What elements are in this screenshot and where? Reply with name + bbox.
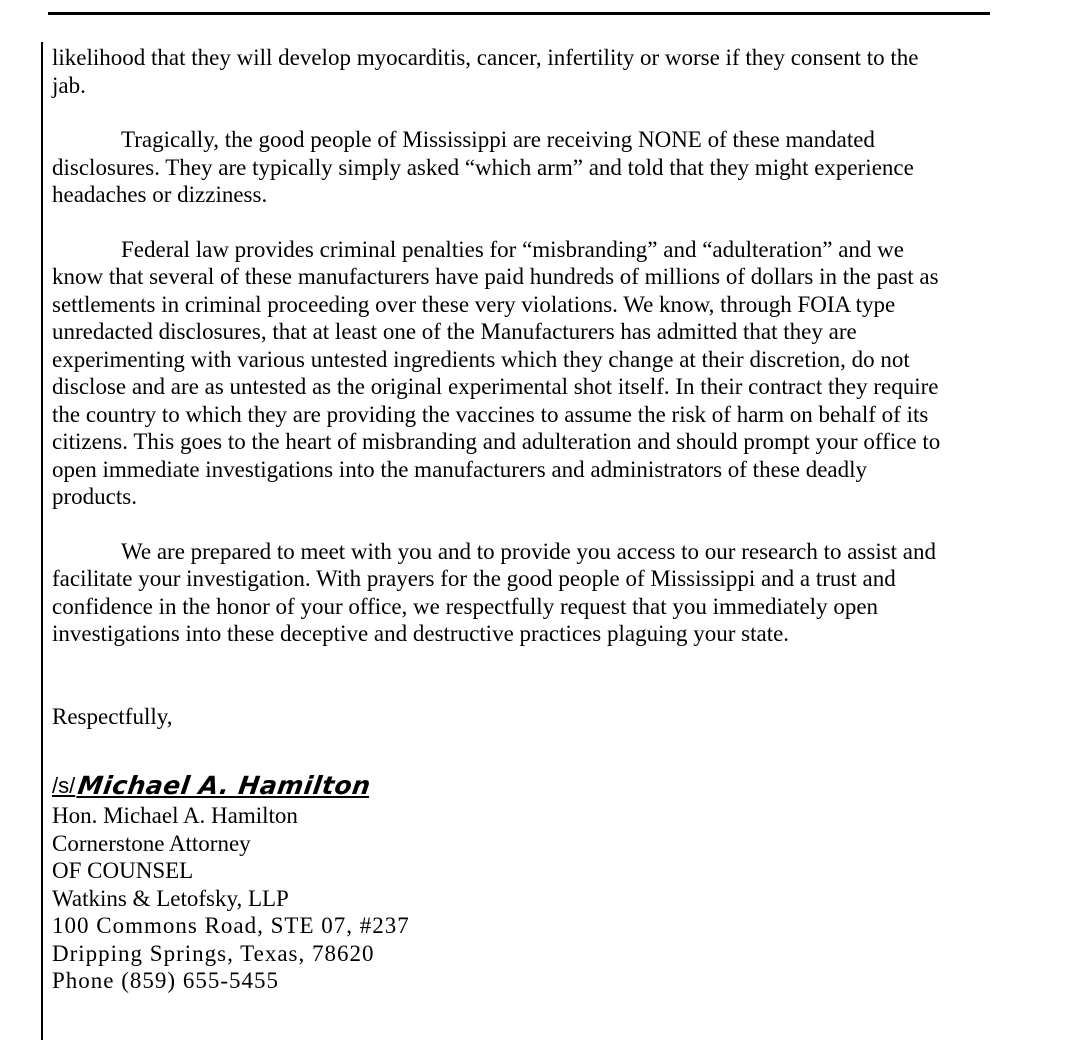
signer-title: Cornerstone Attorney	[52, 830, 251, 856]
signature	[52, 767, 992, 799]
paragraph-3: Federal law provides criminal penalties for “misbranding” and “adulteration” and we know that several of these manufacturers have paid hundreds of millions of dollars in the past as settlements in criminal proceeding over these very violations. We know, through FOIA type unredacted disclosures, that at least one of the Manufacturers has admitted that they are experimenting with various untested ingredients which they change at their discretion, do not disclose and are as untested as the original experimental shot itself. In their contract they require the country to which they are providing the vaccines to assume the risk of harm on behalf of its citizens. This goes to the heart of misbranding and adulteration and should prompt your office to open immediate investigations into the manufacturers and administrators of these deadly products.	[52, 236, 941, 509]
signer-address-line1: 100 Commons Road, STE 07, #237	[52, 913, 410, 938]
signer-address-line2: Dripping Springs, Texas, 78620	[52, 940, 375, 966]
left-margin-rule	[41, 42, 43, 1040]
signature-name: Michael A. Hamilton	[76, 770, 373, 800]
letter-body	[52, 44, 992, 995]
paragraph-4: We are prepared to meet with you and to provide you access to our research to assist and facilitate your investigation. With prayers for the good people of Mississippi and a trust and confidence in the honor of your office, we respectfully request that you immediately open investigations into these deceptive and destructive practices plaguing your state.	[52, 538, 937, 646]
signer-name: Hon. Michael A. Hamilton	[52, 803, 298, 828]
closing: Respectfully,	[52, 703, 173, 729]
signature-prefix: /s/	[52, 772, 76, 798]
signer-block	[52, 802, 992, 995]
signer-phone: Phone (859) 655-5455	[52, 968, 279, 993]
paragraph-2: Tragically, the good people of Mississippi are receiving NONE of these mandated disclosures. They are typically simply asked “which arm” and told that they might experience headaches or dizziness.	[52, 127, 914, 207]
top-rule	[48, 12, 990, 15]
signer-role: OF COUNSEL	[52, 858, 194, 883]
signer-firm: Watkins & Letofsky, LLP	[52, 885, 289, 911]
paragraph-1: likelihood that they will develop myocarditis, cancer, infertility or worse if they consent to the jab.	[52, 45, 919, 98]
